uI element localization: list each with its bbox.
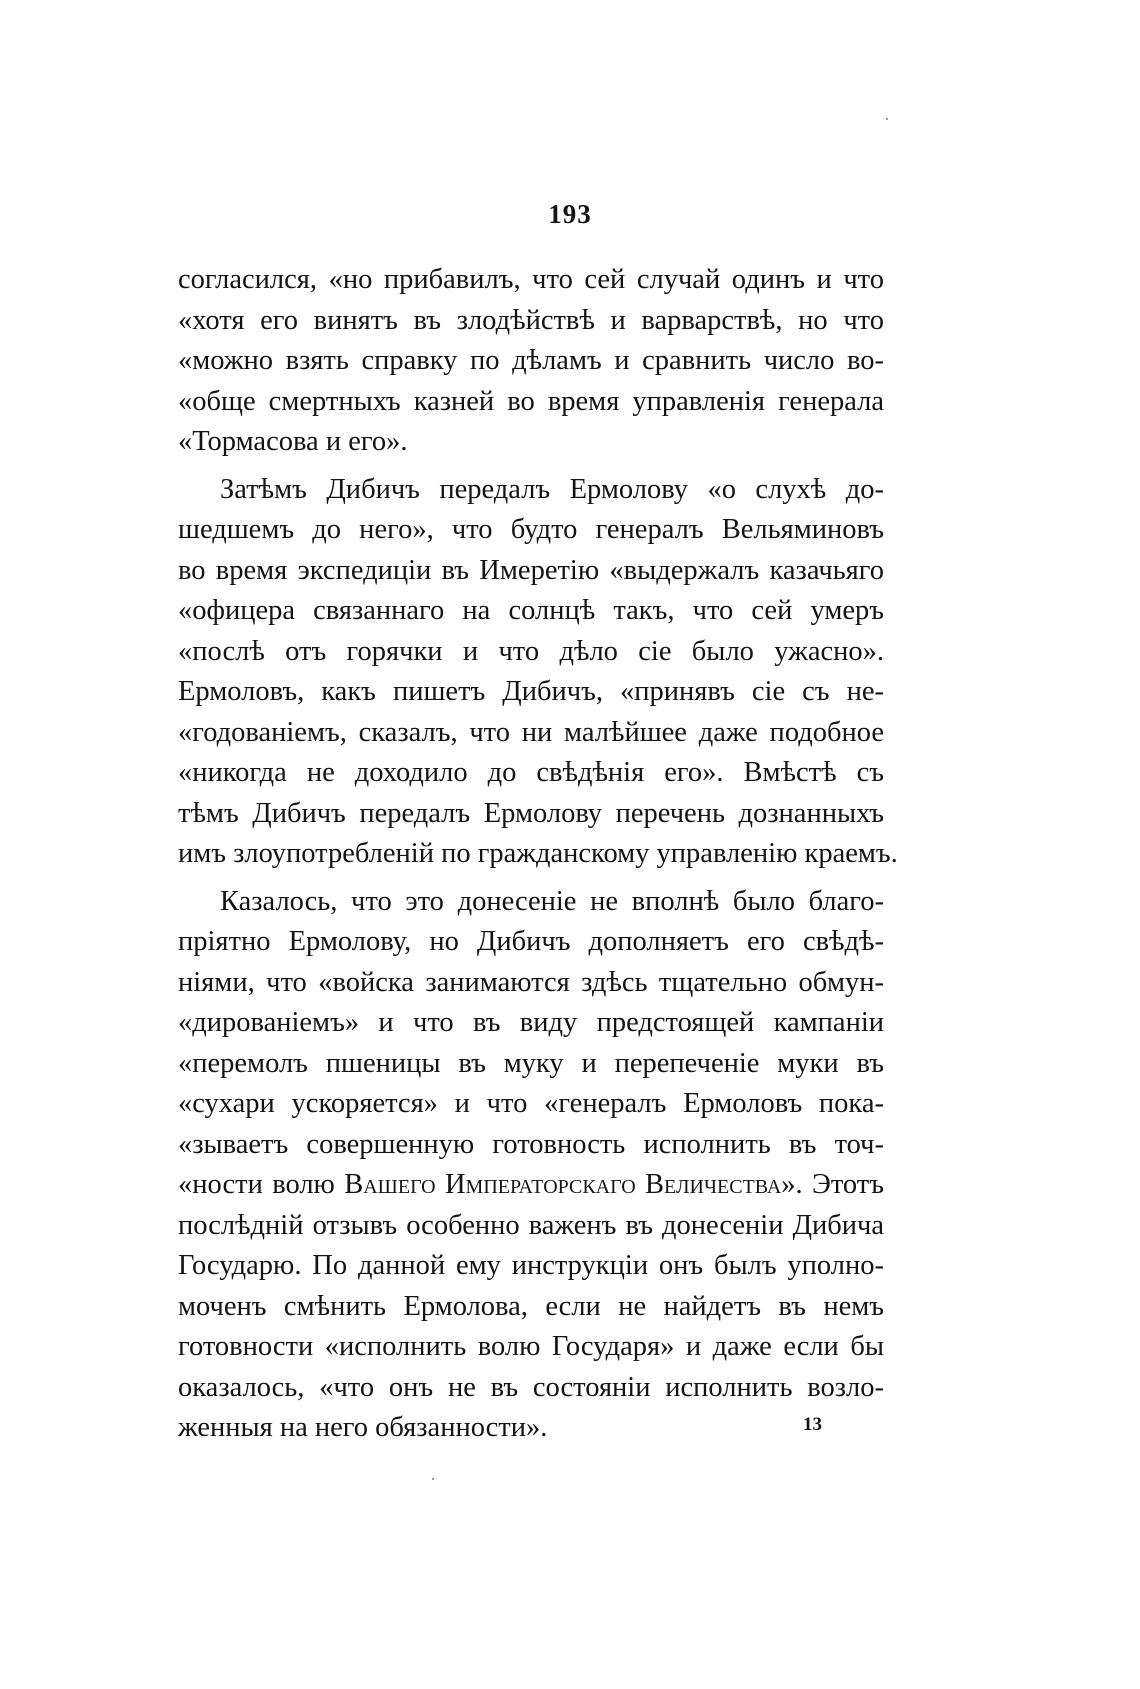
text-line: оказалось, «что онъ не въ состояніи исполнить возло- [178,1371,884,1403]
text-line: моченъ смѣнить Ермолова, если не найдетъ въ немъ [178,1290,884,1322]
small-caps-title: Вашего Императорскаго Величества [344,1169,782,1200]
text-line: «перемолъ пшеницы въ муку и перепеченіе муки въ [178,1047,884,1079]
text-line: «можно взять справку по дѣламъ и сравнить число во- [178,345,884,376]
paragraph-2 [178,470,898,875]
paragraph-3 [178,882,884,1449]
text-line: «сухари ускоряется» и что «генералъ Ермоловъ пока- [178,1088,884,1119]
page-number: 193 [548,199,592,229]
text-line: «хотя его винятъ въ злодѣйствѣ и варварствѣ, но что [178,304,884,336]
text-line: послѣдній отзывъ особенно важенъ въ донесеніи Дибича [178,1209,884,1241]
text-fragment: «ности волю [178,1169,345,1200]
text-fragment: ». Этотъ [781,1169,884,1200]
paragraph-1 [178,260,884,463]
text-line: «дированіемъ» и что въ виду предстоящей кампаніи [178,1007,884,1038]
text-line: «годованіемъ, сказалъ, что ни малѣйшее даже подобное [178,716,884,748]
text-line: пріятно Ермолову, но Дибичъ дополняетъ его свѣдѣ- [178,926,884,957]
text-line: Ермоловъ, какъ пишетъ Дибичъ, «принявъ сіе съ не- [178,676,884,707]
text-line: «обще смертныхъ казней во время управленія генерала [178,385,884,417]
paper-speck [432,1478,434,1480]
text-line: имъ злоупотребленій по гражданскому управленію краемъ. [178,838,898,869]
signature-mark: 13 [803,1414,822,1435]
paper-speck [886,118,888,120]
text-line: Затѣмъ Дибичъ передалъ Ермолову «о слухѣ до- [220,473,884,505]
body-text [178,260,898,1449]
text-line: тѣмъ Дибичъ передалъ Ермолову перечень дознанныхъ [178,797,884,829]
text-line: «зываетъ совершенную готовность исполнить въ точ- [178,1128,884,1160]
text-line: «офицера связаннаго на солнцѣ такъ, что сей умеръ [178,595,884,626]
text-line: во время экспедиціи въ Имеретію «выдержалъ казачьяго [178,554,884,586]
text-line: Государю. По данной ему инструкціи онъ былъ уполно- [178,1250,884,1281]
text-line: шедшемъ до него», что будто генералъ Вельяминовъ [178,514,884,545]
text-line: «никогда не доходило до свѣдѣнія его». Вмѣстѣ съ [178,757,884,788]
text-line: женныя на него обязанности». [178,1412,548,1443]
text-line: «послѣ отъ горячки и что дѣло сіе было ужасно». [178,635,884,667]
text-line: готовности «исполнить волю Государя» и даже если бы [178,1331,884,1362]
text-line: Казалось, что это донесеніе не вполнѣ было благо- [220,885,884,917]
text-line: ніями, что «войска занимаются здѣсь тщательно обмун- [178,966,884,998]
text-line: согласился, «но прибавилъ, что сей случай одинъ и что [178,264,884,295]
text-line: «Тормасова и его». [178,426,408,457]
text-line-small-caps [178,1165,884,1206]
